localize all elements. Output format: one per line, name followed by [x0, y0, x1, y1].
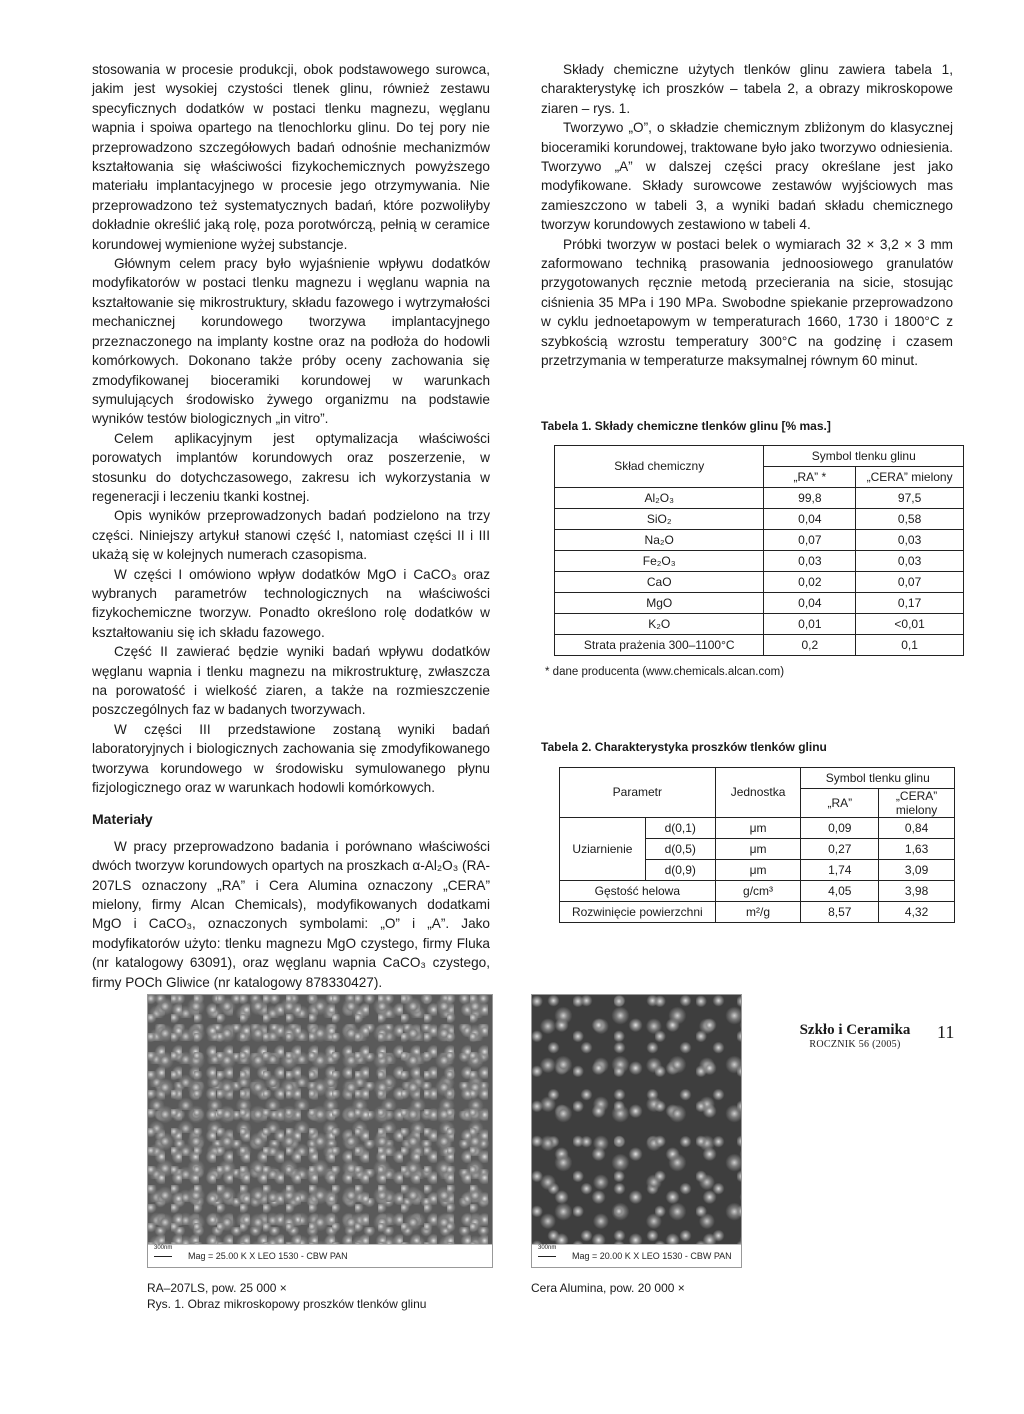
paragraph: Opis wyników przeprowadzonych badań podzielono na trzy części. Niniejszy artykuł stanowi część I, natomiast części II i III ukażą się w kolejnych numerach czasopisma.	[92, 508, 490, 563]
micrograph-ra	[147, 994, 493, 1268]
scale-bar: 300nm	[538, 1248, 556, 1262]
scale-bar: 300nm	[154, 1248, 172, 1262]
cell-ra: 0,03	[764, 550, 856, 571]
cell-cera: 0,84	[879, 817, 955, 838]
page-number: 11	[937, 1022, 955, 1042]
paragraph: Próbki tworzyw w postaci belek o wymiarach 32 × 3,2 × 3 mm zaformowano techniką prasowania jednoosiowego granulatów przygotowanych ręcznie metodą przecierania na sicie, stosując ciśnienia 35 MPa i 190 MPa. Swobodne spiekanie przeprowadzono w cyklu jednoetapowym w temperaturach 1660, 1730 i 1800°C z szybkością wzrostu temperatury 300°C na godzinę i czasem przetrzymania w temperaturze maksymalnej równym 60 minut.	[541, 236, 953, 369]
table1-sub-header-cera: „CERA” mielony	[856, 466, 964, 487]
cell-name: Strata prażenia 300–1100°C	[555, 634, 764, 655]
journal-title: Szkło i Ceramika	[799, 1022, 911, 1038]
table2-caption: Tabela 2. Charakterystyka proszków tlenków glinu	[541, 740, 827, 755]
cell-name: Fe₂O₃	[555, 550, 764, 571]
table-row	[560, 880, 955, 901]
paragraph: W części III przedstawione zostaną wyniki badań laboratoryjnych i biologicznych zachowania się zmodyfikowanego tworzywa korundowego w środowisku symulowanego płynu fizjologicznego oraz w warunkach hodowli komórkowych.	[92, 721, 490, 796]
cell-cera: 0,58	[856, 508, 964, 529]
cell-ra: 0,09	[801, 817, 879, 838]
cell-ra: 0,02	[764, 571, 856, 592]
paragraph: W części I omówiono wpływ dodatków MgO i CaCO₃ oraz wybranych parametrów technologicznych na właściwości fizykochemiczne tworzyw. Ponadto określono rolę dodatków w kształtowaniu się ich składu fazowego.	[92, 566, 490, 640]
cell-unit: μm	[715, 859, 801, 880]
table1-group-header: Symbol tlenku glinu	[764, 445, 964, 466]
micrograph-info: Mag = 25.00 K X LEO 1530 - CBW PAN	[188, 1251, 348, 1261]
table2-col-param: Parametr	[560, 767, 716, 817]
table-row	[555, 508, 964, 529]
cell-cera: 97,5	[856, 487, 964, 508]
table2-sub-header-ra: „RA”	[801, 788, 879, 817]
cell-cera: 0,17	[856, 592, 964, 613]
cell-ra: 0,04	[764, 592, 856, 613]
micrograph-info-bar	[148, 1244, 492, 1267]
journal-footer	[780, 1022, 930, 1051]
table-row	[555, 529, 964, 550]
table-row	[555, 592, 964, 613]
cell-name: Rozwinięcie powierzchni	[560, 901, 716, 922]
cell-unit: μm	[715, 817, 801, 838]
journal-volume: ROCZNIK 56 (2005)	[809, 1039, 901, 1050]
figure-caption: Rys. 1. Obraz mikroskopowy proszków tlenków glinu	[147, 1297, 427, 1311]
figure-caption-left: RA–207LS, pow. 25 000 ×	[147, 1281, 287, 1295]
paragraph: Celem aplikacyjnym jest optymalizacja właściwości porowatych implantów korundowych oraz poszerzenie, w stosunku do dotychczasowego, zakresu ich wykorzystania w regeneracji i leczeniu tkanki kostnej.	[92, 430, 490, 504]
cell-name: CaO	[555, 571, 764, 592]
section-heading-materials: Materiały	[92, 811, 153, 828]
cell-cera: <0,01	[856, 613, 964, 634]
cell-cera: 3,09	[879, 859, 955, 880]
table2-sub-header-cera: „CERA” mielony	[879, 788, 955, 817]
table-row	[560, 817, 955, 838]
table1-col-header: Skład chemiczny	[555, 445, 764, 487]
cell-name: SiO₂	[555, 508, 764, 529]
table1-sub-header-ra: „RA” *	[764, 466, 856, 487]
paragraph: Część II zawierać będzie wyniki badań wpływu dodatków węglanu wapnia i tlenku magnezu na mikrostrukturę, zwłaszcza na porowatość i wielkość ziaren, a także na rozmieszczenie poszczególnych faz w badanych tworzywach.	[92, 644, 490, 718]
table1-caption: Tabela 1. Składy chemiczne tlenków glinu [% mas.]	[541, 418, 831, 433]
cell-cera: 3,98	[879, 880, 955, 901]
paragraph: Głównym celem pracy było wyjaśnienie wpływu dodatków modyfikatorów w postaci tlenku magnezu i węglanu wapnia na kształtowanie się mikrostruktury, składu fazowego i wytrzymałości mechanicznej korundowego tworzywa implantacyjnego przeznaczonego na implanty kostne oraz na podłoża do hodowli komórkowych. Dokonano także próby oceny zachowania się zmodyfikowanej bioceramiki korundowej w warunkach symulujących środowisko żywego organizmu na podstawie wyników testów biologicznych „in vitro”.	[92, 256, 490, 427]
micrograph-cera	[531, 994, 742, 1268]
table-row	[555, 550, 964, 571]
figure-caption-right: Cera Alumina, pow. 20 000 ×	[531, 1281, 685, 1295]
table2-body	[560, 817, 955, 922]
cell-unit: g/cm³	[715, 880, 801, 901]
cell-name: Na₂O	[555, 529, 764, 550]
cell-name: K₂O	[555, 613, 764, 634]
table-row	[555, 487, 964, 508]
cell-grain-label: Uziarnienie	[560, 817, 646, 880]
cell-cera: 0,03	[856, 550, 964, 571]
cell-name: MgO	[555, 592, 764, 613]
paragraph: Składy chemiczne użytych tlenków glinu zawiera tabela 1, charakterystykę ich proszków – tabela 2, a obrazy mikroskopowe ziaren – rys. 1.	[541, 62, 953, 116]
cell-name: Al₂O₃	[555, 487, 764, 508]
table2-group-header: Symbol tlenku glinu	[801, 767, 955, 788]
cell-unit: m²/g	[715, 901, 801, 922]
cell-cera: 1,63	[879, 838, 955, 859]
table-row	[555, 634, 964, 655]
cell-name: Gęstość helowa	[560, 880, 716, 901]
micrograph-info-bar	[532, 1244, 741, 1267]
cell-sub: d(0,9)	[645, 859, 715, 880]
cell-sub: d(0,1)	[645, 817, 715, 838]
table-row	[555, 613, 964, 634]
cell-ra: 0,01	[764, 613, 856, 634]
cell-ra: 1,74	[801, 859, 879, 880]
cell-unit: μm	[715, 838, 801, 859]
cell-cera: 4,32	[879, 901, 955, 922]
table1-footnote: * dane producenta (www.chemicals.alcan.com)	[545, 665, 785, 678]
cell-sub: d(0,5)	[645, 838, 715, 859]
table1	[554, 445, 964, 656]
right-column	[541, 60, 953, 923]
cell-ra: 4,05	[801, 880, 879, 901]
table-row	[560, 901, 955, 922]
cell-ra: 8,57	[801, 901, 879, 922]
table1-body	[555, 487, 964, 655]
cell-ra: 0,2	[764, 634, 856, 655]
paragraph: stosowania w procesie produkcji, obok podstawowego surowca, jakim jest wysokiej czystości tlenek glinu, również zestawu specyficznych dodatków w postaci tlenku magnezu, węglanu wapnia i spoiwa opartego na tlenochlorku glinu. Do tej pory nie przeprowadzono szczegółowych badań odnośnie mechanizmów kształtowania się właściwości fizykochemicznych powyższego materiału implantacyjnego w procesie jego otrzymywania. Nie przeprowadzono też systematycznych badań, które pozwoliłyby dokładnie określić jaką rolę, poza porotwórczą, pełnią w ceramice korundowej wymienione wyżej substancje.	[92, 62, 490, 252]
table2-col-unit: Jednostka	[715, 767, 801, 817]
cell-cera: 0,1	[856, 634, 964, 655]
paragraph: W pracy przeprowadzono badania i porównano właściwości dwóch tworzyw korundowych opartych na proszkach α-Al₂O₃ (RA-207LS oznaczony „RA” i Cera Alumina oznaczony „CERA” mielony, firmy Alcan Chemicals), modyfikowanych dodatkami MgO i CaCO₃, oznaczonych symbolami: „O” i „A”. Jako modyfikatorów użyto: tlenku magnezu MgO czystego, firmy Fluka (nr katalogowy 63091), oraz węglanu wapnia CaCO₃ czystego, firmy POCh Gliwice (nr katalogowy 878330427).	[92, 838, 490, 990]
paragraph: Tworzywo „O”, o składzie chemicznym zbliżonym do klasycznej bioceramiki korundowej, traktowane było jako tworzywo odniesienia. Tworzywo „A” w dalszej części pracy określane jest jako modyfikowane. Składy surowcowe zestawów wyjściowych mas zamieszczono w tabeli 3, a wyniki badań składu chemicznego tworzyw korundowych zestawiono w tabeli 4.	[541, 120, 953, 233]
cell-ra: 0,07	[764, 529, 856, 550]
cell-cera: 0,03	[856, 529, 964, 550]
table2	[559, 767, 955, 923]
left-column	[92, 60, 490, 992]
cell-ra: 99,8	[764, 487, 856, 508]
cell-ra: 0,04	[764, 508, 856, 529]
table-row	[555, 571, 964, 592]
micrograph-info: Mag = 20.00 K X LEO 1530 - CBW PAN	[572, 1251, 732, 1261]
cell-ra: 0,27	[801, 838, 879, 859]
cell-cera: 0,07	[856, 571, 964, 592]
